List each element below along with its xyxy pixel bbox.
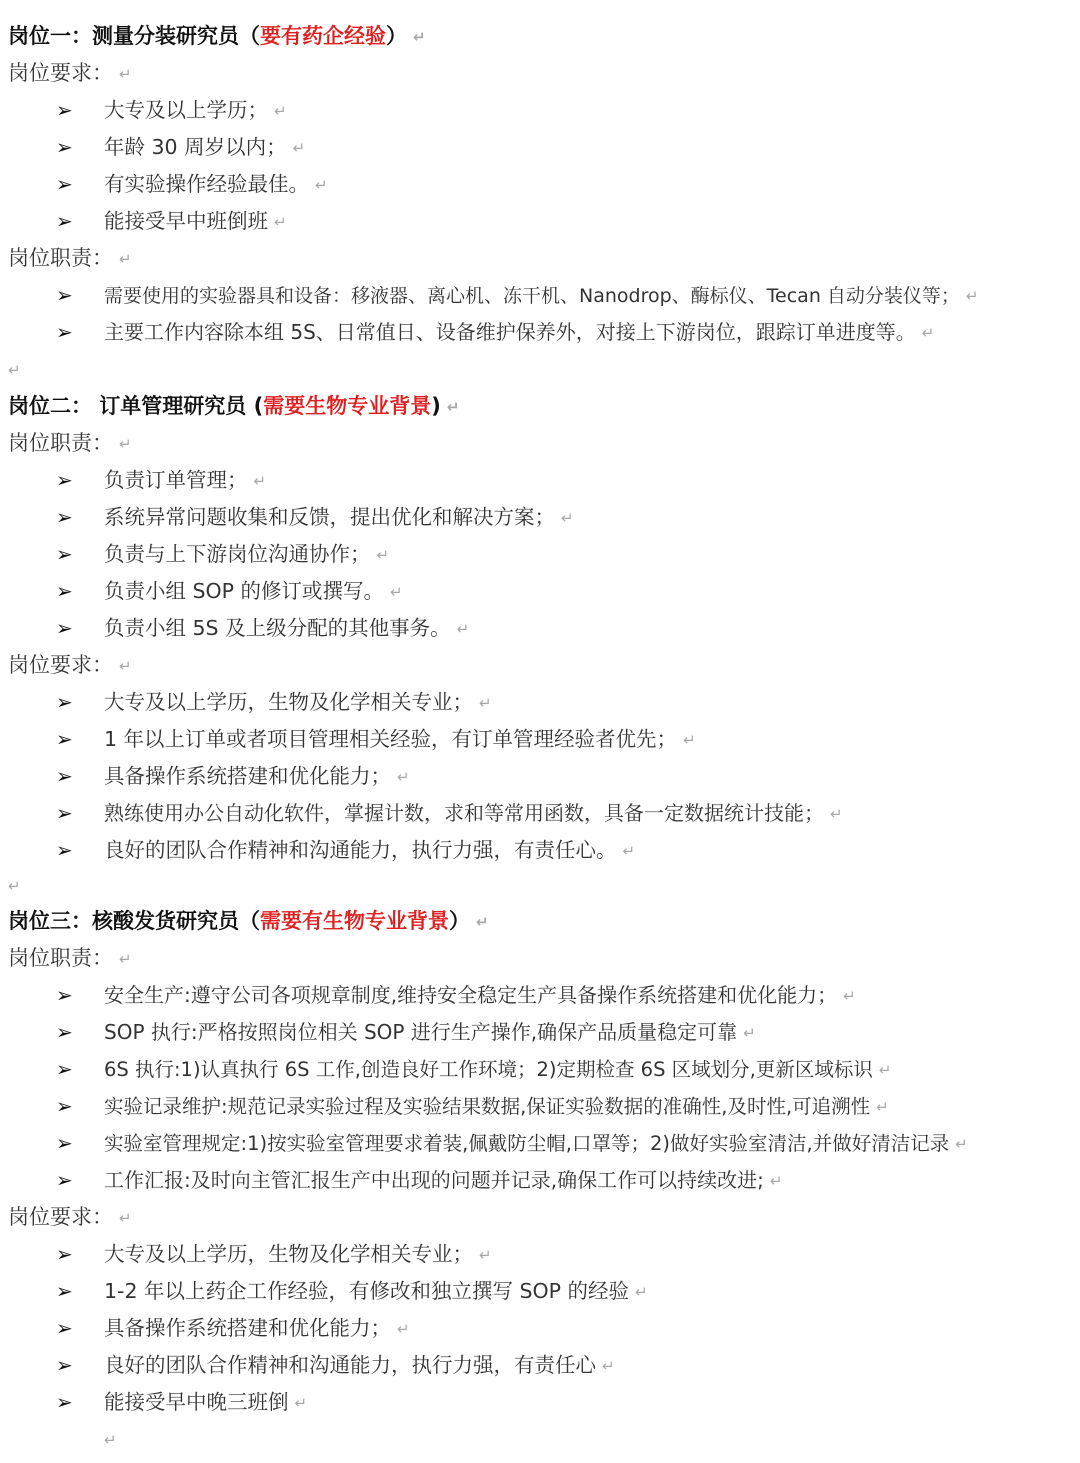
arrow-bullet-icon: ➢ [56, 283, 73, 307]
arrow-bullet-icon: ➢ [56, 135, 73, 159]
list-item: ➢ 负责订单管理； ↵ [56, 462, 266, 499]
arrow-bullet-icon: ➢ [56, 764, 73, 788]
section-2-group-2-label: 岗位要求： ↵ [8, 653, 132, 677]
section-2-heading: 岗位二： 订单管理研究员 (需要生物专业背景) ↵ [8, 394, 460, 418]
section-3-highlight: 需要有生物专业背景 [260, 909, 449, 933]
arrow-bullet-icon: ➢ [56, 98, 73, 122]
list-item: ➢ 良好的团队合作精神和沟通能力，执行力强，有责任心 ↵ [56, 1347, 615, 1384]
list-item: ➢ 良好的团队合作精神和沟通能力，执行力强，有责任心。 ↵ [56, 832, 635, 869]
section-2-highlight: 需要生物专业背景 [263, 394, 432, 418]
empty-paragraph: ↵ [104, 1431, 117, 1449]
section-1-group-1-label: 岗位要求： ↵ [8, 61, 132, 85]
section-1-highlight: 要有药企经验 [260, 24, 386, 48]
list-item: ➢ 熟练使用办公自动化软件，掌握计数，求和等常用函数，具备一定数据统计技能； ↵ [56, 795, 843, 832]
arrow-bullet-icon: ➢ [56, 320, 73, 344]
arrow-bullet-icon: ➢ [56, 1020, 73, 1044]
arrow-bullet-icon: ➢ [56, 172, 73, 196]
list-item: ➢ 需要使用的实验器具和设备：移液器、离心机、冻干机、Nanodrop、酶标仪、Tecan 自动分装仪等； ↵ [56, 277, 978, 314]
arrow-bullet-icon: ➢ [56, 801, 73, 825]
list-item: ➢ 主要工作内容除本组 5S、日常值日、设备维护保养外，对接上下游岗位，跟踪订单进度等。 ↵ [56, 314, 934, 351]
section-3-heading: 岗位三：核酸发货研究员（需要有生物专业背景） ↵ [8, 909, 489, 933]
empty-paragraph: ↵ [8, 877, 21, 895]
list-item: ➢ 1 年以上订单或者项目管理相关经验，有订单管理经验者优先； ↵ [56, 721, 696, 758]
list-item: ➢ 负责小组 5S 及上级分配的其他事务。 ↵ [56, 610, 469, 647]
list-item: ➢ SOP 执行:严格按照岗位相关 SOP 进行生产操作,确保产品质量稳定可靠 ↵ [56, 1014, 756, 1051]
section-3-group-1-label: 岗位职责： ↵ [8, 946, 132, 970]
empty-paragraph: ↵ [8, 361, 21, 379]
list-item: ➢ 能接受早中班倒班 ↵ [56, 203, 287, 240]
list-item: ➢ 1-2 年以上药企工作经验，有修改和独立撰写 SOP 的经验 ↵ [56, 1273, 648, 1310]
section-3-group-2-label: 岗位要求： ↵ [8, 1205, 132, 1229]
list-item: ➢ 实验记录维护:规范记录实验过程及实验结果数据,保证实验数据的准确性,及时性,可追溯性 ↵ [56, 1088, 889, 1125]
arrow-bullet-icon: ➢ [56, 1168, 73, 1192]
list-item: ➢ 工作汇报:及时向主管汇报生产中出现的问题并记录,确保工作可以持续改进; ↵ [56, 1162, 782, 1199]
list-item: ➢ 实验室管理规定:1)按实验室管理要求着装,佩戴防尘帽,口罩等；2)做好实验室清洁,并做好清洁记录 ↵ [56, 1125, 968, 1162]
section-2-group-1-label: 岗位职责： ↵ [8, 431, 132, 455]
section-1-group-2-label: 岗位职责： ↵ [8, 246, 132, 270]
arrow-bullet-icon: ➢ [56, 1279, 73, 1303]
list-item: ➢ 负责小组 SOP 的修订或撰写。 ↵ [56, 573, 403, 610]
arrow-bullet-icon: ➢ [56, 727, 73, 751]
list-item: ➢ 大专及以上学历，生物及化学相关专业； ↵ [56, 684, 492, 721]
arrow-bullet-icon: ➢ [56, 1242, 73, 1266]
arrow-bullet-icon: ➢ [56, 690, 73, 714]
list-item: ➢ 有实验操作经验最佳。 ↵ [56, 166, 328, 203]
list-item: ➢ 年龄 30 周岁以内； ↵ [56, 129, 305, 166]
list-item: ➢ 6S 执行:1)认真执行 6S 工作,创造良好工作环境；2)定期检查 6S 区域划分,更新区域标识 ↵ [56, 1051, 891, 1088]
arrow-bullet-icon: ➢ [56, 1316, 73, 1340]
arrow-bullet-icon: ➢ [56, 542, 73, 566]
section-1-heading: 岗位一：测量分装研究员（要有药企经验） ↵ [8, 24, 426, 48]
list-item: ➢ 具备操作系统搭建和优化能力； ↵ [56, 1310, 410, 1347]
arrow-bullet-icon: ➢ [56, 1390, 73, 1414]
arrow-bullet-icon: ➢ [56, 579, 73, 603]
arrow-bullet-icon: ➢ [56, 209, 73, 233]
arrow-bullet-icon: ➢ [56, 1057, 73, 1081]
list-item: ➢ 能接受早中晚三班倒 ↵ [56, 1384, 307, 1421]
list-item: ➢ 系统异常问题收集和反馈，提出优化和解决方案； ↵ [56, 499, 574, 536]
list-item: ➢ 负责与上下游岗位沟通协作； ↵ [56, 536, 389, 573]
arrow-bullet-icon: ➢ [56, 468, 73, 492]
arrow-bullet-icon: ➢ [56, 1353, 73, 1377]
arrow-bullet-icon: ➢ [56, 838, 73, 862]
arrow-bullet-icon: ➢ [56, 616, 73, 640]
list-item: ➢ 具备操作系统搭建和优化能力； ↵ [56, 758, 410, 795]
arrow-bullet-icon: ➢ [56, 1094, 73, 1118]
arrow-bullet-icon: ➢ [56, 505, 73, 529]
list-item: ➢ 大专及以上学历； ↵ [56, 92, 287, 129]
list-item: ➢ 大专及以上学历，生物及化学相关专业； ↵ [56, 1236, 492, 1273]
arrow-bullet-icon: ➢ [56, 983, 73, 1007]
list-item: ➢ 安全生产:遵守公司各项规章制度,维持安全稳定生产具备操作系统搭建和优化能力； ↵ [56, 977, 856, 1014]
arrow-bullet-icon: ➢ [56, 1131, 73, 1155]
